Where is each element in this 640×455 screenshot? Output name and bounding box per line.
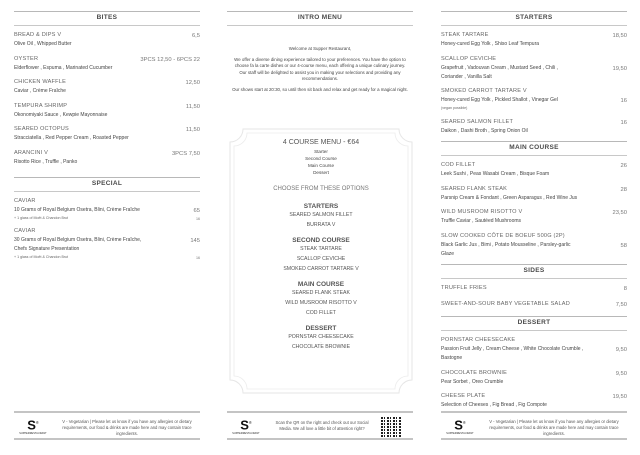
course-menu [229, 138, 413, 350]
logo-mark: S [240, 417, 249, 433]
item-name: STEAK TARTARE [441, 32, 489, 38]
course-option: PORNSTAR CHEESECAKE [288, 334, 354, 340]
item-price: 28 [620, 186, 627, 193]
dessert-header: DESSERT [441, 316, 627, 331]
menu-item [14, 197, 200, 222]
menu-item [14, 149, 200, 167]
item-description: Honey-cured Egg Yolk , Pickled Shallot , Vinegar Gel [441, 97, 558, 103]
course-groups [229, 202, 413, 350]
item-price: 145 [190, 238, 200, 244]
item-name: CAVIAR [14, 197, 36, 204]
menu-item [441, 118, 627, 136]
bites-header: BITES [14, 11, 200, 26]
allergy-note: V - Vegetarian | Please let us know if you have any allergies or dietary requirements, our food & drinks are made here and may contain trace ingredients. [489, 419, 619, 436]
item-name: BREAD & DIPS V [14, 32, 62, 38]
menu-item [441, 55, 627, 82]
item-description: Glaze [441, 250, 455, 257]
logo-text: SUPPERRESTAURANT [446, 432, 474, 436]
item-description: Caviar , Crème Fraîche [14, 88, 66, 94]
item-description: Parsnip Cream & Fondant , Green Asparagus , Red Wine Jus [441, 194, 578, 201]
item-description: Olive Oil , Whipped Butter [14, 41, 72, 47]
course-group-title: DESSERT [305, 325, 337, 332]
course-step: Main Course [307, 163, 335, 168]
item-description: Risotto Rice , Truffle , Panko [14, 158, 78, 165]
item-price-addon: 16 [196, 216, 200, 221]
item-price: 11,50 [185, 103, 200, 110]
logo-text: SUPPERRESTAURANT [232, 432, 260, 436]
item-description: 10 Grams of Royal Belgium Osetra, Blini, Crème Fraîche [14, 206, 140, 213]
welcome-text: Welcome at Supper Restaurant, [288, 46, 352, 51]
course-step: Second Course [305, 156, 337, 161]
menu-item [14, 102, 200, 120]
menu-item [441, 161, 627, 179]
menu-item [441, 336, 627, 363]
supper-logo: S® SUPPERRESTAURANT [16, 416, 50, 435]
item-description: Stracciatella , Red Pepper Cream , Roasted Pepper [14, 135, 129, 141]
menu-column [441, 11, 627, 416]
course-step: Dessert [313, 170, 329, 175]
course-option: SEARED SALMON FILLET [289, 212, 353, 218]
item-name: SWEET-AND-SOUR BABY VEGETABLE SALAD [441, 301, 570, 307]
dessert-list [441, 336, 627, 410]
item-price: 26 [620, 163, 627, 169]
supper-logo: S® SUPPERRESTAURANT [229, 416, 263, 435]
item-description: Passion Fruit Jelly , Cream Cheese , White Chocolate Crumble , [441, 346, 584, 352]
item-name: PORNSTAR CHEESECAKE [441, 337, 516, 343]
item-name: CHOCOLATE BROWNIE [441, 369, 508, 376]
supper-logo: S® SUPPERRESTAURANT [443, 416, 477, 435]
course-menu-title: 4 COURSE MENU - €64 [282, 139, 360, 146]
separator-dash: - [320, 306, 322, 310]
item-price: 12,50 [185, 80, 200, 86]
item-name: SEARED OCTOPUS [14, 126, 69, 132]
item-price: 65 [193, 207, 200, 214]
logo-text: SUPPERRESTAURANT [19, 432, 47, 436]
item-price-addon: 16 [196, 256, 200, 260]
course-option: STEAK TARTARE [300, 246, 342, 252]
intro-header: INTRO MENU [227, 11, 413, 26]
allergy-note: V - Vegetarian | Please let us know if you have any allergies or dietary requirements, our food & drinks are made here and may contain trace ingredients. [62, 419, 192, 436]
item-description: Daikon , Dashi Broth , Spring Onion Oil [441, 127, 528, 134]
item-description: Black Garlic Jus , Bimi , Potato Mousseline , Parsley-garlic [441, 241, 571, 248]
intro-column [227, 11, 413, 93]
menu-item [14, 55, 200, 73]
sides-header: SIDES [441, 264, 627, 279]
item-name: OYSTER [14, 55, 39, 62]
item-name: SCALLOP CEVICHE [441, 55, 497, 62]
starters-header: STARTERS [441, 11, 627, 26]
separator-dash: - [320, 296, 322, 300]
item-name: CAVIAR [14, 228, 36, 234]
footer [441, 411, 627, 440]
logo-mark: S [454, 417, 463, 433]
course-option: CHOCOLATE BROWNIE [291, 344, 351, 350]
main-course-list [441, 161, 627, 259]
item-price: 8 [623, 286, 627, 292]
item-description: Grapefruit , Vadouvan Cream , Mustard Seed , Chili , [441, 64, 558, 71]
menu-page [427, 0, 640, 455]
separator-dash: - [320, 340, 322, 344]
item-description: Pear Sorbet , Oreo Crumble [441, 378, 504, 385]
sides-list [441, 284, 627, 309]
item-price: 58 [620, 242, 627, 249]
choose-options-label: CHOOSE FROM THESE OPTIONS [273, 186, 369, 192]
item-description: Chefs Signature Presentation [14, 246, 80, 252]
item-description: Honey-cured Egg Yolk , Shiso Leaf Tempura [441, 41, 540, 47]
item-note: (vegan possible) [441, 106, 468, 110]
item-price: 3PCS 7,50 [171, 150, 200, 157]
course-option: SCALLOP CEVICHE [296, 256, 346, 262]
item-price: 9,50 [615, 347, 627, 353]
item-description: Okonomiyaki Sauce , Kewpie Mayonnaise [14, 111, 108, 118]
menu-item [441, 232, 627, 259]
menu-item [441, 392, 627, 410]
course-group-title: MAIN COURSE [297, 281, 345, 288]
menu-item [14, 31, 200, 49]
intro-page [213, 0, 426, 455]
special-list [14, 197, 200, 262]
item-name: TRUFFLE FRIES [441, 285, 487, 291]
item-price: 16 [620, 98, 627, 104]
footer [14, 411, 200, 440]
main-course-header: MAIN COURSE [441, 141, 627, 156]
separator-dash: - [320, 262, 322, 266]
item-name: CHICKEN WAFFLE [14, 79, 67, 85]
menu-item [441, 208, 627, 226]
item-price: 16 [620, 119, 627, 126]
course-group-title: SECOND COURSE [292, 237, 350, 244]
item-name: WILD MUSROOM RISOTTO V [441, 209, 523, 215]
item-description: Selection of Cheeses , Fig Bread , Fig Compote [441, 402, 547, 408]
item-description: Elderflower , Espuma , Marinated Cucumber [14, 64, 113, 71]
shows-paragraph: Our shows start at 20:30, so until then sit back and relax and get ready for a magical night. [232, 86, 408, 92]
item-price: 18,50 [612, 33, 627, 39]
special-header: SPECIAL [14, 177, 200, 192]
starters-list [441, 31, 627, 136]
course-group-title: STARTERS [303, 203, 339, 210]
menu-item [441, 369, 627, 387]
bites-page [0, 0, 213, 455]
item-name: SEARED SALMON FILLET [441, 118, 514, 125]
item-price: 19,50 [612, 65, 627, 72]
item-description: Truffle Caviar , Sautéed Mushrooms [441, 218, 522, 224]
course-option: WILD MUSROOM RISOTTO V [285, 300, 357, 306]
item-name: ARANCINI V [14, 149, 49, 156]
qr-code[interactable] [381, 417, 401, 437]
item-price: 23,50 [612, 210, 627, 216]
separator-dash: - [320, 252, 322, 256]
separator-dash: - [320, 218, 322, 222]
item-name: CHEESE PLATE [441, 393, 486, 399]
logo-mark: S [27, 417, 36, 433]
bites-column [14, 11, 200, 267]
course-option: COD FILLET [306, 310, 336, 316]
item-note: + 1 glass of Moët & Chandon Brut [14, 215, 69, 220]
menu-item [14, 78, 200, 96]
item-name: COD FILLET [441, 162, 476, 168]
item-price: 6,5 [191, 33, 200, 39]
course-option: BURRATA V [306, 222, 336, 228]
menu-item [14, 227, 200, 261]
course-option: SEARED FLANK STEAK [292, 290, 350, 296]
intro-paragraph: We offer a diverse dining experience tailored to your preferences. You have the option to choose fa la carte dishes or our 4-course menu, each offering a unique culinary journey. Our staff will be delighted to assist you in making your selections and providing any recommendations. [234, 56, 406, 81]
item-name: SEARED FLANK STEAK [441, 185, 508, 192]
menu-item [441, 87, 627, 112]
menu-item [441, 284, 627, 293]
item-price: 7,50 [615, 302, 627, 308]
item-description: Leek Sushi , Peas Wasabi Cream , Bisque Foam [441, 171, 550, 177]
menu-item [441, 300, 627, 309]
item-price: 19,50 [612, 394, 627, 400]
item-price: 11,50 [185, 127, 200, 133]
menu-item [14, 125, 200, 143]
menu-item [441, 31, 627, 49]
item-name: SMOKED CARROT TARTARE V [441, 88, 527, 94]
social-note: Scan the QR on the right and check out our Social Media. We all love a little bit of attention right? [275, 420, 369, 431]
menu-item [441, 185, 627, 203]
item-note: + 1 glass of Moët & Chandon Brut [14, 255, 69, 259]
course-step: Starter [314, 149, 328, 154]
item-name: SLOW COOKED CÔTE DE BOEUF 500G (2P) [441, 232, 565, 239]
item-price: 3PCS 12,50 - 6PCS 22 [140, 56, 200, 63]
item-description: 30 Grams of Royal Belgium Osetra, Blini, Crème Fraîche, [14, 237, 142, 243]
item-description: Bastogne [441, 355, 463, 361]
item-name: TEMPURA SHRIMP [14, 102, 68, 109]
item-description: Coriander , Vanilla Salt [441, 73, 492, 80]
bites-list [14, 31, 200, 167]
item-price: 9,50 [615, 370, 627, 377]
footer [227, 411, 413, 440]
course-option: SMOKED CARROT TARTARE V [283, 266, 359, 272]
